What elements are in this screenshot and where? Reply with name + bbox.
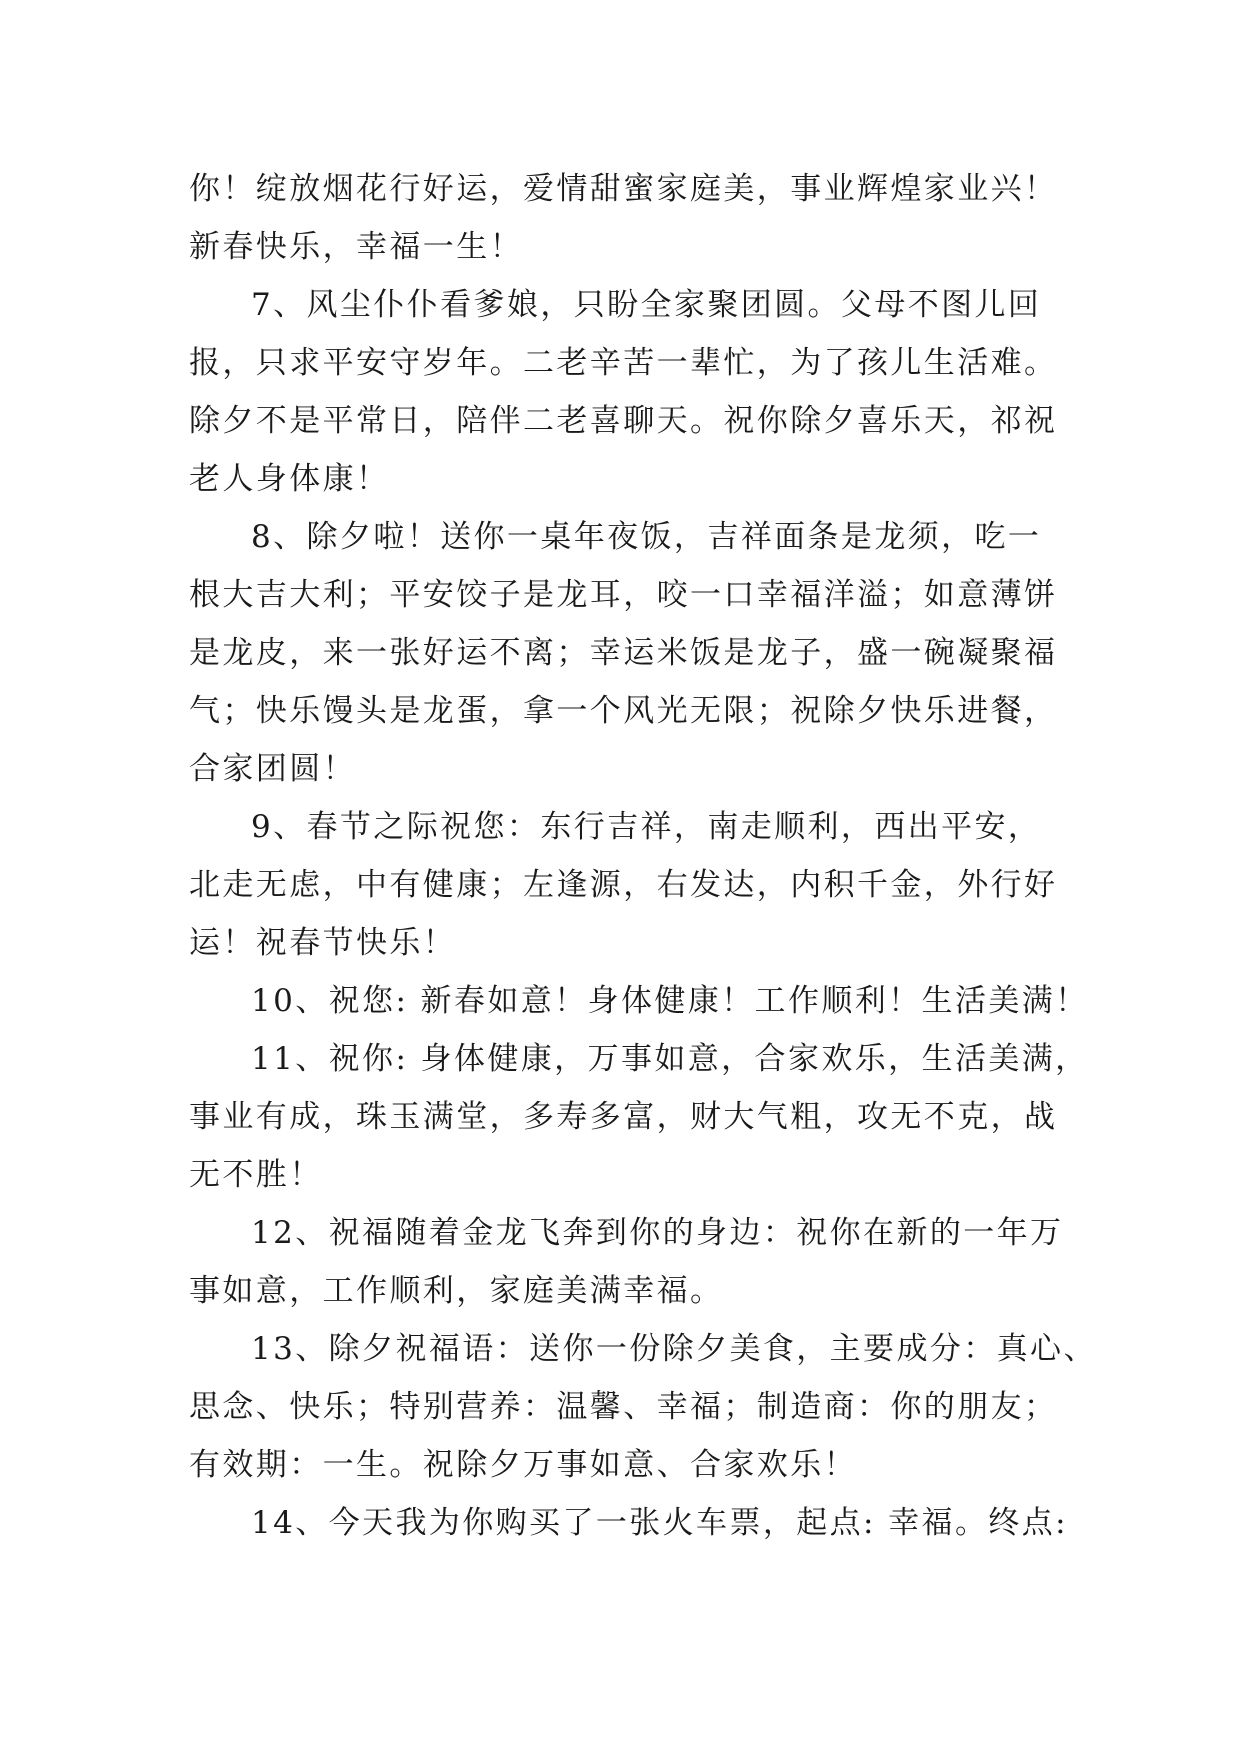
text-line: 思念、快乐；特别营养：温馨、幸福；制造商：你的朋友； bbox=[189, 1389, 1058, 1425]
text-line: 是龙皮，来一张好运不离；幸运米饭是龙子，盛一碗凝聚福 bbox=[189, 635, 1058, 671]
text-line: 你！绽放烟花行好运，爱情甜蜜家庭美，事业辉煌家业兴！ bbox=[189, 171, 1058, 207]
paragraph-item-9 bbox=[189, 798, 1058, 972]
text-line: 9、春节之际祝您：东行吉祥，南走顺利，西出平安， bbox=[251, 809, 1042, 845]
text-line: 气；快乐馒头是龙蛋，拿一个风光无限；祝除夕快乐进餐， bbox=[189, 693, 1058, 729]
text-line: 11、祝你: 身体健康，万事如意，合家欢乐，生活美满， bbox=[251, 1041, 1089, 1077]
paragraph-item-14 bbox=[189, 1494, 1068, 1552]
text-line: 根大吉大利；平安饺子是龙耳，咬一口幸福洋溢；如意薄饼 bbox=[189, 577, 1058, 613]
text-line: 北走无虑，中有健康；左逢源，右发达，内积千金，外行好 bbox=[189, 867, 1058, 903]
text-line: 10、祝您: 新春如意！身体健康！工作顺利！生活美满！ bbox=[251, 983, 1089, 1019]
paragraph-continuation bbox=[189, 160, 1058, 276]
text-line: 14、今天我为你购买了一张火车票，起点: 幸福。终点: bbox=[251, 1505, 1068, 1541]
text-line: 8、除夕啦！送你一桌年夜饭，吉祥面条是龙须，吃一 bbox=[251, 519, 1042, 555]
paragraph-item-7 bbox=[189, 276, 1058, 508]
paragraph-item-13 bbox=[189, 1320, 1097, 1494]
paragraph-item-11 bbox=[189, 1030, 1089, 1204]
text-line: 7、风尘仆仆看爹娘，只盼全家聚团圆。父母不图儿回 bbox=[251, 287, 1042, 323]
text-line: 13、除夕祝福语：送你一份除夕美食，主要成分：真心、 bbox=[251, 1331, 1097, 1367]
text-line: 事业有成，珠玉满堂，多寿多富，财大气粗，攻无不克，战 bbox=[189, 1099, 1058, 1135]
text-line: 无不胜！ bbox=[189, 1157, 323, 1193]
text-line: 合家团圆！ bbox=[189, 751, 356, 787]
paragraph-item-8 bbox=[189, 508, 1058, 798]
paragraph-item-12 bbox=[189, 1204, 1064, 1320]
text-line: 报，只求平安守岁年。二老辛苦一辈忙，为了孩儿生活难。 bbox=[189, 345, 1058, 381]
paragraph-item-10 bbox=[189, 972, 1089, 1030]
text-line: 有效期：一生。祝除夕万事如意、合家欢乐！ bbox=[189, 1447, 857, 1483]
text-line: 运！祝春节快乐！ bbox=[189, 925, 457, 961]
text-line: 除夕不是平常日，陪伴二老喜聊天。祝你除夕喜乐天，祁祝 bbox=[189, 403, 1058, 439]
text-line: 老人身体康！ bbox=[189, 461, 390, 497]
document-body bbox=[189, 160, 1097, 1552]
text-line: 12、祝福随着金龙飞奔到你的身边：祝你在新的一年万 bbox=[251, 1215, 1064, 1251]
text-line: 事如意，工作顺利，家庭美满幸福。 bbox=[189, 1273, 724, 1309]
text-line: 新春快乐，幸福一生！ bbox=[189, 229, 523, 265]
